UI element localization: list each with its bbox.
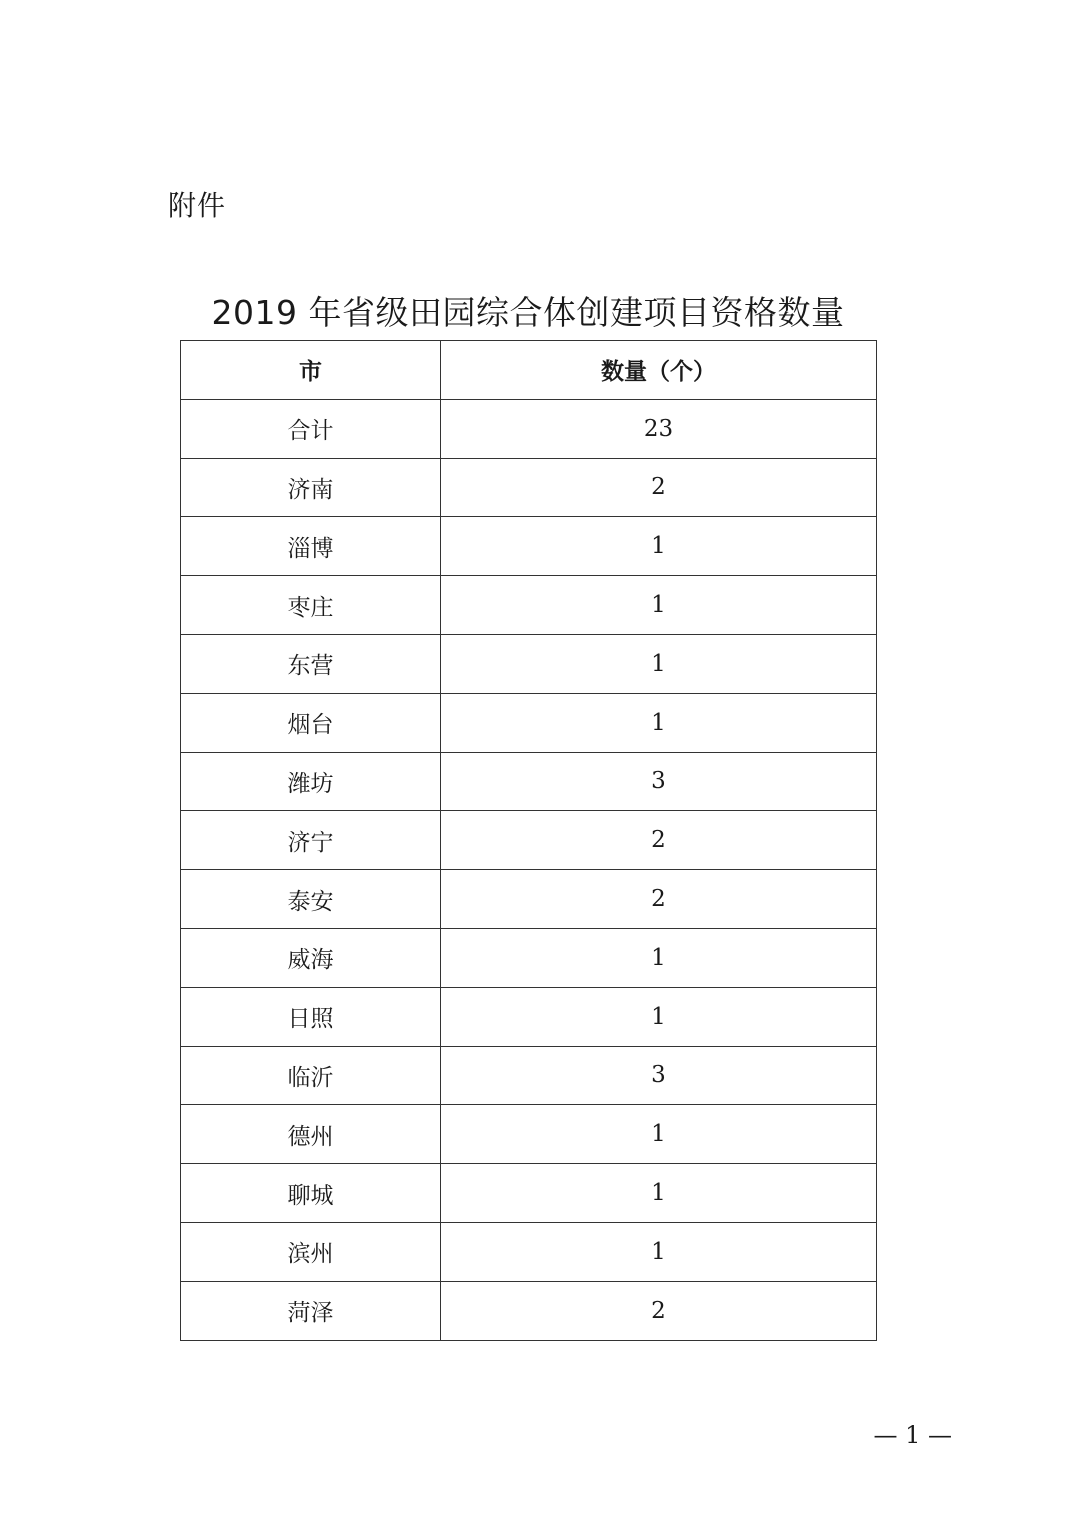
table-row <box>181 752 877 811</box>
cell-count: 1 <box>441 576 877 635</box>
cell-city: 聊城 <box>181 1164 441 1223</box>
cell-count: 1 <box>441 928 877 987</box>
cell-count: 1 <box>441 987 877 1046</box>
cell-city: 日照 <box>181 987 441 1046</box>
cell-city: 淄博 <box>181 517 441 576</box>
table-header-row <box>181 341 877 400</box>
table-row <box>181 928 877 987</box>
document-title: 2019 年省级田园综合体创建项目资格数量 <box>211 293 845 332</box>
cell-count: 2 <box>441 458 877 517</box>
table-row <box>181 987 877 1046</box>
cell-city: 滨州 <box>181 1222 441 1281</box>
cell-city: 菏泽 <box>181 1281 441 1340</box>
table-row <box>181 693 877 752</box>
cell-count: 1 <box>441 693 877 752</box>
cell-city: 济宁 <box>181 811 441 870</box>
header-city: 市 <box>181 341 441 400</box>
cell-city: 枣庄 <box>181 576 441 635</box>
cell-count: 3 <box>441 1046 877 1105</box>
cell-count: 23 <box>441 399 877 458</box>
cell-city: 济南 <box>181 458 441 517</box>
cell-city: 德州 <box>181 1105 441 1164</box>
cell-city: 潍坊 <box>181 752 441 811</box>
cell-city: 泰安 <box>181 870 441 929</box>
table-row <box>181 634 877 693</box>
header-count: 数量（个） <box>441 341 877 400</box>
table-row <box>181 811 877 870</box>
table-row <box>181 1222 877 1281</box>
cell-city: 合计 <box>181 399 441 458</box>
cell-count: 1 <box>441 1164 877 1223</box>
cell-count: 1 <box>441 1105 877 1164</box>
cell-count: 1 <box>441 517 877 576</box>
table-row <box>181 1164 877 1223</box>
table-row <box>181 1105 877 1164</box>
cell-count: 1 <box>441 1222 877 1281</box>
cell-count: 2 <box>441 811 877 870</box>
table-row <box>181 1281 877 1340</box>
table-row <box>181 576 877 635</box>
table-row <box>181 517 877 576</box>
page-number: — 1 — <box>873 1421 952 1449</box>
table-row <box>181 870 877 929</box>
quota-table <box>180 340 877 1341</box>
cell-city: 威海 <box>181 928 441 987</box>
cell-city: 临沂 <box>181 1046 441 1105</box>
table-row <box>181 1046 877 1105</box>
cell-count: 2 <box>441 1281 877 1340</box>
cell-count: 2 <box>441 870 877 929</box>
cell-count: 3 <box>441 752 877 811</box>
cell-city: 东营 <box>181 634 441 693</box>
attachment-label: 附件 <box>168 189 227 222</box>
cell-count: 1 <box>441 634 877 693</box>
cell-city: 烟台 <box>181 693 441 752</box>
table-row-total <box>181 399 877 458</box>
table-row <box>181 458 877 517</box>
